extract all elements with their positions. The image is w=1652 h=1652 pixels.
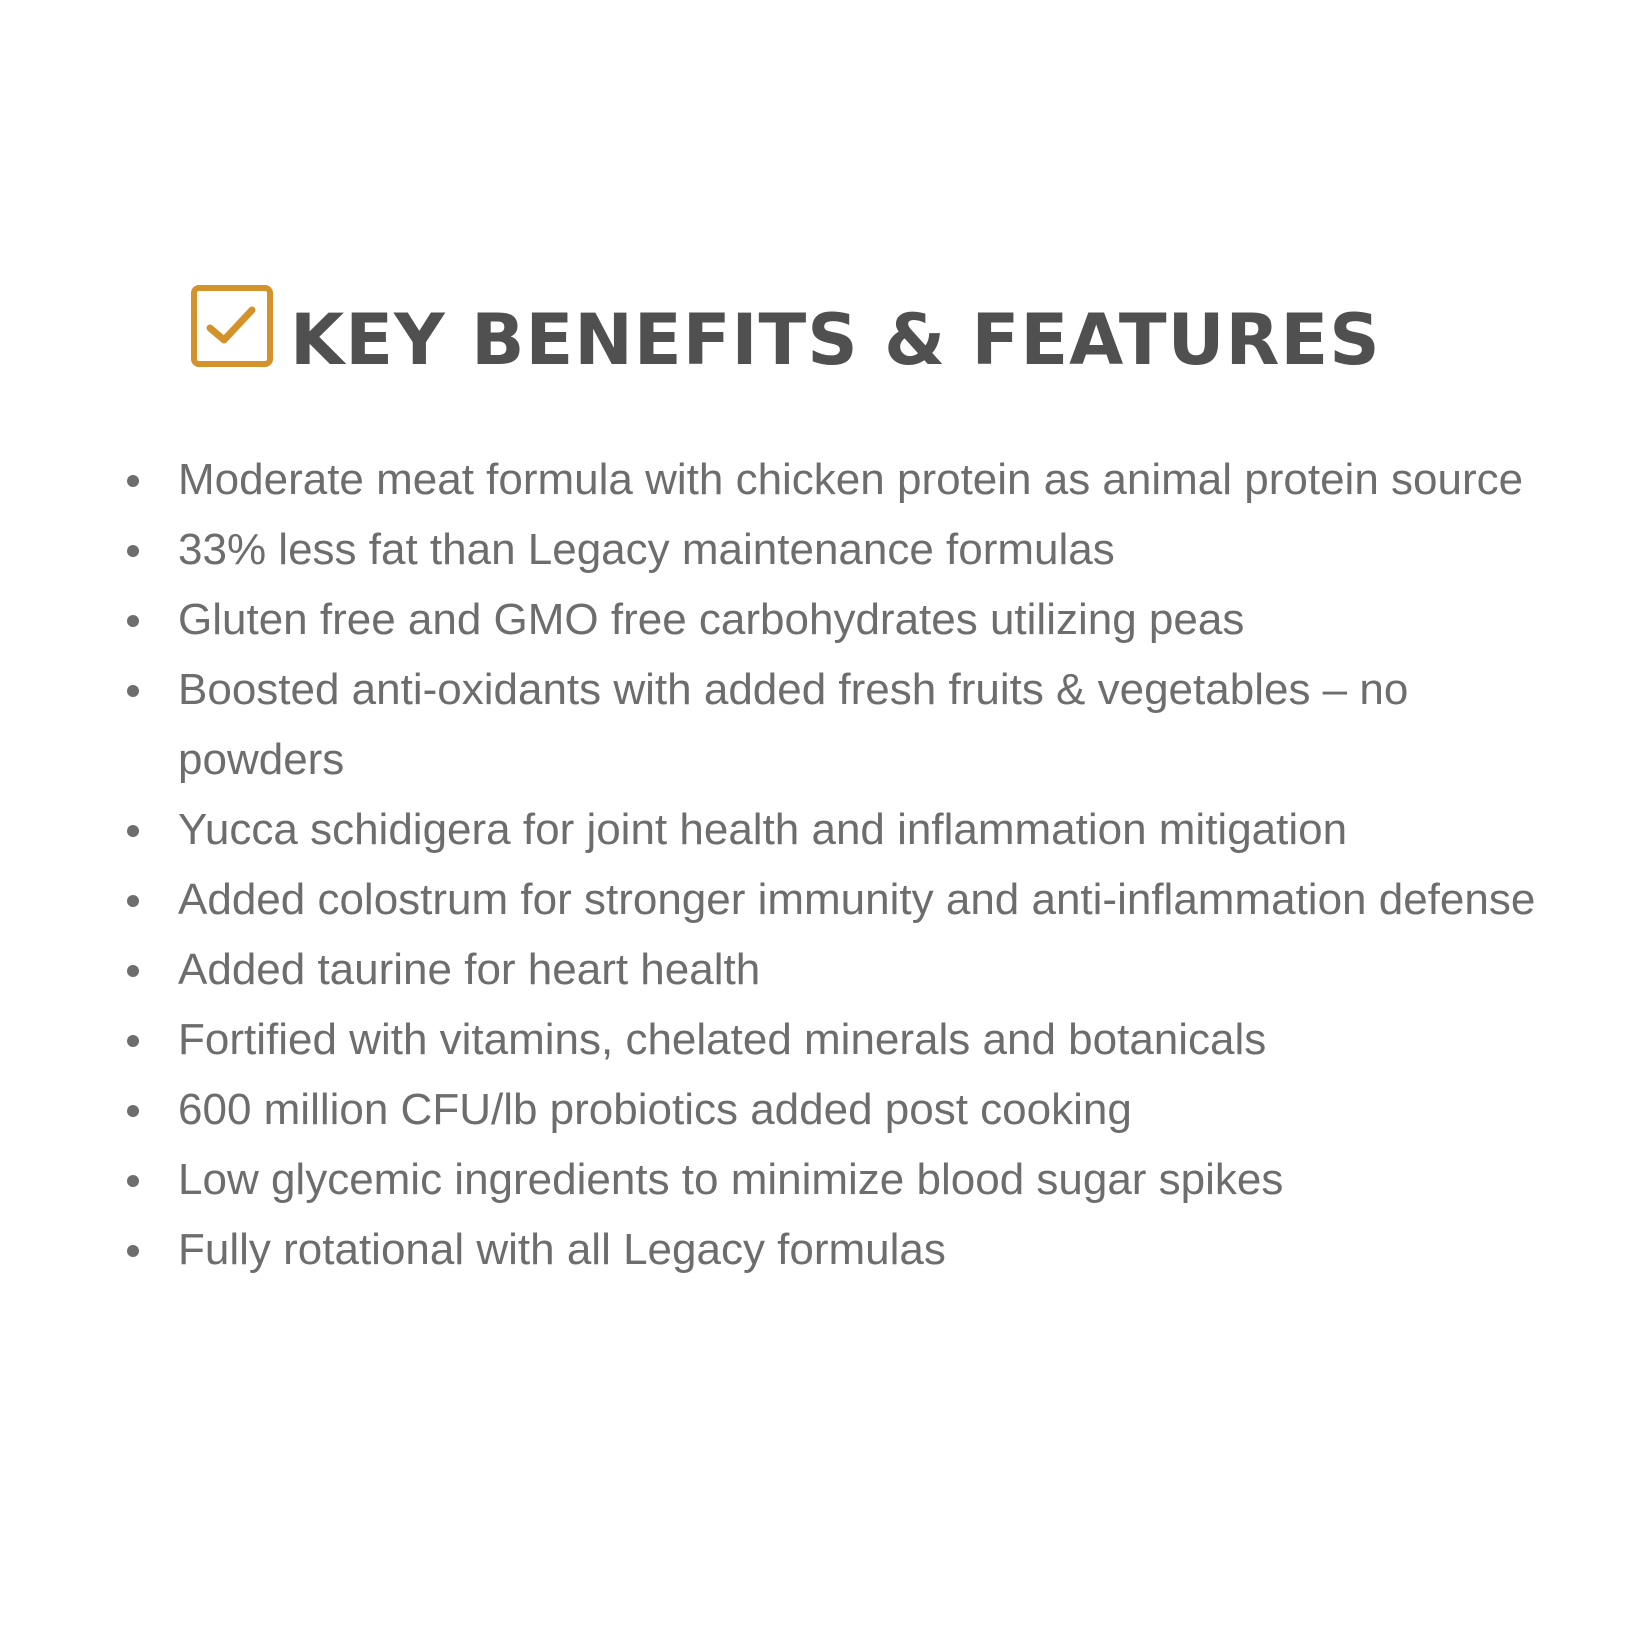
benefit-text: Fortified with vitamins, chelated minerals and botanicals (178, 1015, 1267, 1064)
benefit-text: Fully rotational with all Legacy formulas (178, 1225, 946, 1274)
bullet-icon (127, 1105, 139, 1117)
benefit-item (118, 515, 1578, 585)
benefit-text: 33% less fat than Legacy maintenance formulas (178, 525, 1115, 574)
benefit-text: Added colostrum for stronger immunity and anti-inflammation defense (178, 875, 1536, 924)
checkbox-checked-icon (190, 284, 274, 368)
benefit-item (118, 1075, 1578, 1145)
bullet-icon (127, 685, 139, 697)
benefit-text: Low glycemic ingredients to minimize blood sugar spikes (178, 1155, 1284, 1204)
bullet-icon (127, 615, 139, 627)
benefit-item (118, 585, 1578, 655)
bullet-icon (127, 475, 139, 487)
section-heading (190, 282, 1381, 382)
bullet-icon (127, 965, 139, 977)
benefit-item (118, 795, 1578, 865)
benefit-item (118, 935, 1578, 1005)
bullet-icon (127, 1035, 139, 1047)
benefit-item (118, 1145, 1578, 1215)
bullet-icon (127, 895, 139, 907)
bullet-icon (127, 1245, 139, 1257)
benefit-item (118, 1215, 1578, 1285)
benefit-item (118, 445, 1578, 515)
benefit-text: Moderate meat formula with chicken protein as animal protein source (178, 455, 1524, 504)
benefits-list (118, 445, 1578, 1285)
benefit-text: Yucca schidigera for joint health and inflammation mitigation (178, 805, 1348, 854)
benefit-text: Added taurine for heart health (178, 945, 761, 994)
bullet-icon (127, 1175, 139, 1187)
benefit-item (118, 865, 1578, 935)
section-title: KEY BENEFITS & FEATURES (290, 299, 1381, 381)
benefit-text: Gluten free and GMO free carbohydrates utilizing peas (178, 595, 1245, 644)
benefit-item (118, 1005, 1578, 1075)
benefit-item (118, 655, 1578, 795)
bullet-icon (127, 825, 139, 837)
bullet-icon (127, 545, 139, 557)
benefit-text: Boosted anti-oxidants with added fresh fruits & vegetables – no powders (178, 665, 1409, 784)
benefit-text: 600 million CFU/lb probiotics added post cooking (178, 1085, 1132, 1134)
